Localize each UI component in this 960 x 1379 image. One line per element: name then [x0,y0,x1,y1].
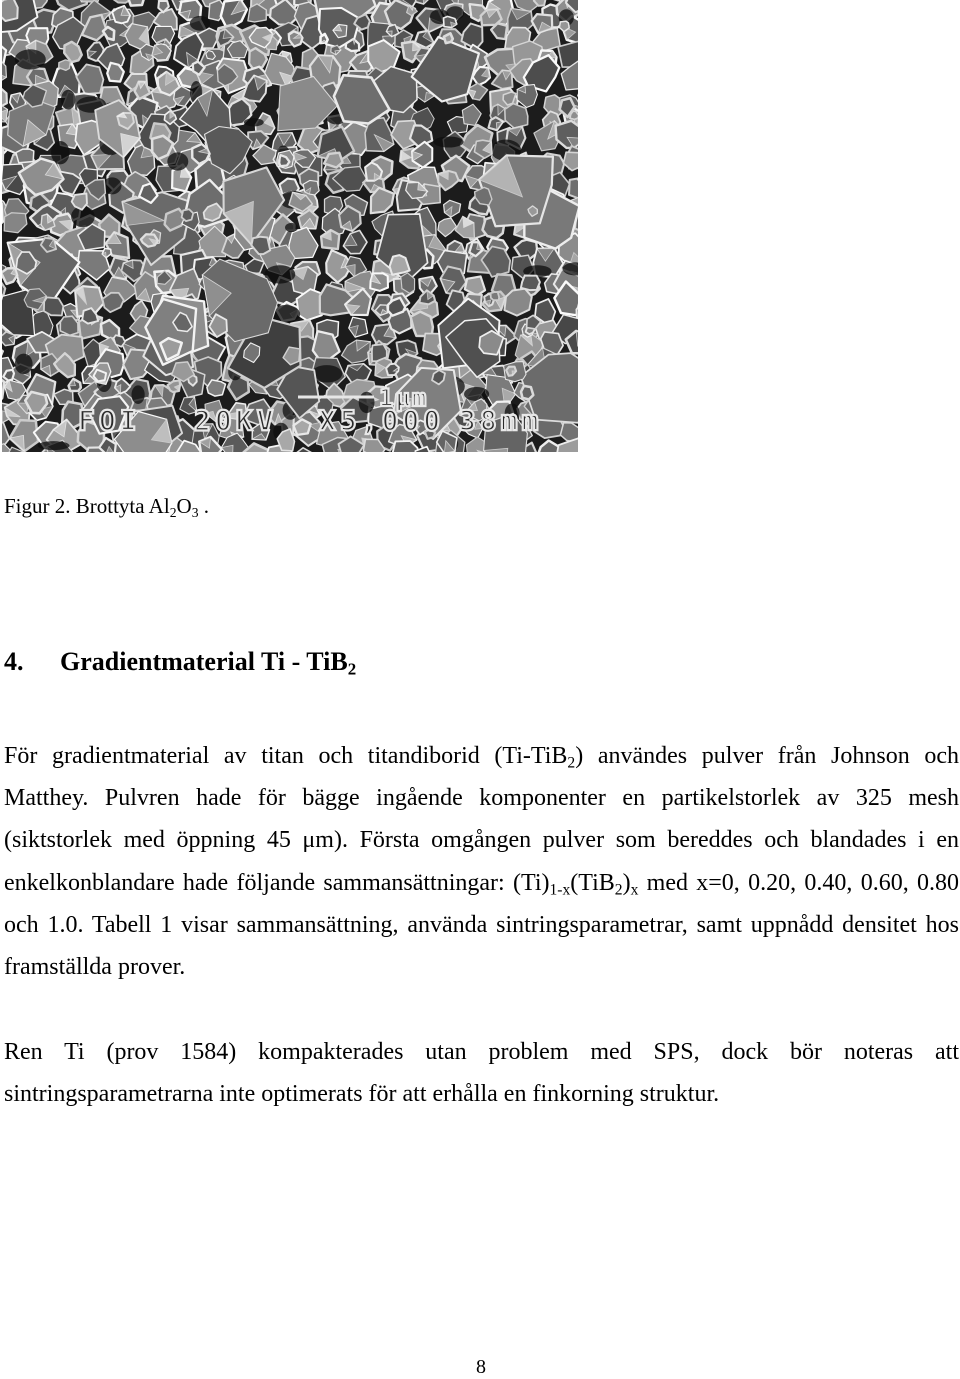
grain [44,297,63,315]
micrograph-magnification-label: X5,000 [319,404,444,437]
grain [521,276,540,291]
text-run: ) [623,870,631,896]
pore [190,16,210,31]
paragraph-line [4,777,959,819]
pore [464,387,489,401]
caption-subscript: 2 [170,505,177,520]
grain [182,209,194,221]
paragraph-line [4,946,959,988]
pore [61,90,75,110]
pore [265,265,296,283]
scale-bar-label: 1µm [379,384,428,412]
paragraph [4,1031,959,1115]
section-number: 4. [4,647,60,677]
caption-text: Figur 2. Brottyta Al [4,494,170,518]
pore [38,441,70,450]
text-run: ) användes pulver från Johnson och [575,743,959,769]
micrograph-working-distance-label: 38mm [459,404,542,437]
text-run: med x=0, 0.20, 0.40, 0.60, 0.80 [638,870,959,896]
grain [569,177,578,199]
pore [15,49,46,69]
grain [207,380,226,396]
text-run: Matthey. Pulvren hade för bägge ingående komponenter en partikelstorlek av 325 mesh [4,785,959,811]
caption-text: . [199,494,210,518]
section-heading [4,647,356,677]
caption-subscript: 3 [192,505,199,520]
grain [2,0,18,21]
paragraph-line [4,862,959,904]
micrograph-voltage-label: 20KV [194,404,277,437]
paragraph-line [4,735,959,777]
subscript: x [631,881,639,898]
caption-text: O [177,494,192,518]
section-title: Gradientmaterial Ti - TiB [60,647,348,676]
text-run: sintringsparametrarna inte optimerats för att erhålla en finkorning struktur. [4,1081,719,1107]
figure-caption [4,493,209,519]
micrograph-lab-label: FOI [78,404,141,437]
pore [434,137,464,148]
grain [491,292,499,300]
text-run: (TiB [570,870,614,896]
text-run: framställda prover. [4,954,185,980]
grain [444,33,453,43]
pore [285,223,298,232]
text-run: För gradientmaterial av titan och titandiborid (Ti-TiB [4,743,567,769]
pore [244,118,264,126]
paragraph-line [4,904,959,946]
text-run: enkelkonblandare hade följande sammansättningar: (Ti) [4,870,549,896]
section-title-subscript: 2 [348,660,356,679]
text-run: Ren Ti (prov 1584) kompakterades utan problem med SPS, dock bör noteras att [4,1039,959,1065]
grain [16,149,34,163]
paragraph-line [4,1031,959,1073]
text-run: och 1.0. Tabell 1 visar sammansättning, använda sintringsparametrar, samt uppnådd densitet hos [4,912,959,938]
pore [132,385,145,404]
grain [372,344,387,361]
grain [60,316,78,335]
subscript: 2 [615,881,623,898]
grain [127,0,147,6]
paragraph [4,735,959,988]
sem-micrograph [2,0,578,452]
text-run: (siktstorlek med öppning 45 μm). Första omgången pulver som bereddes och blandades i en [4,827,959,853]
pore [167,152,188,170]
pore [51,141,69,164]
grain [521,386,533,400]
grain [192,144,209,164]
paragraph-line [4,1073,959,1115]
grain [303,180,319,195]
subscript: 2 [567,754,575,771]
subscript: 1-x [549,881,570,898]
grain [114,335,125,347]
grain [411,312,433,337]
grain [59,60,71,70]
paragraph-line [4,819,959,861]
page-number: 8 [466,1355,496,1379]
pore [15,354,33,375]
